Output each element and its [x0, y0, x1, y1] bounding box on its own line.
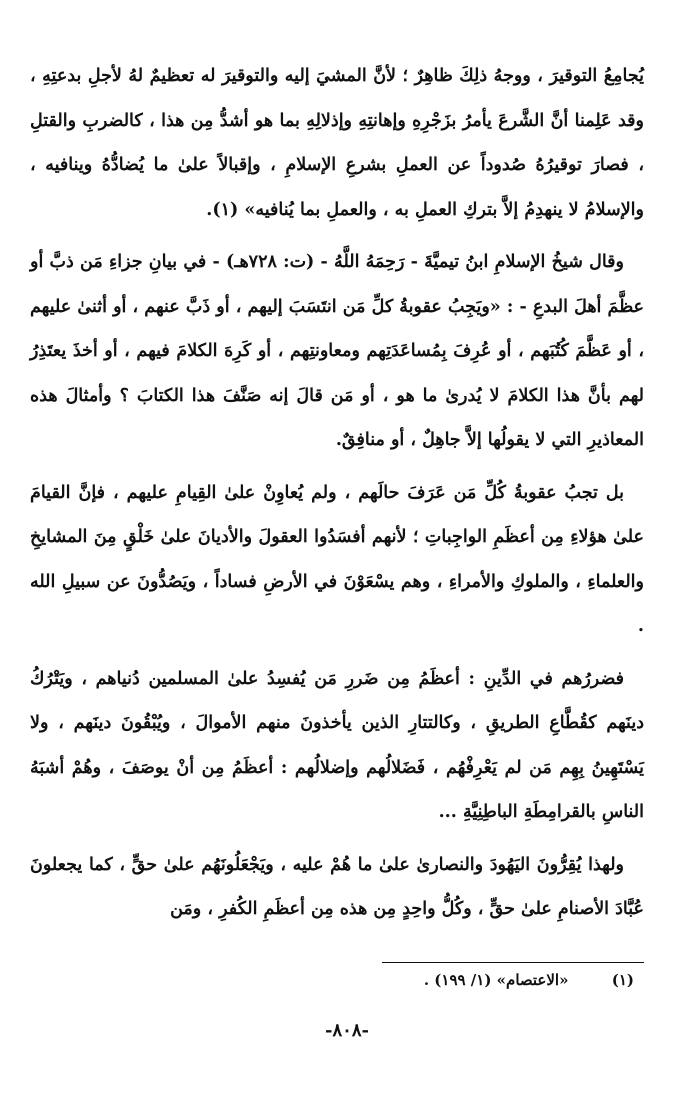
- paragraph: بل تجبُ عقوبةُ كُلِّ مَن عَرَفَ حالَهم ، ولم يُعاوِنْ علىٰ القِيامِ عليهم ، فإنَّ القيامَ علىٰ هؤلاءِ مِن أعظَمِ الواجِباتِ ؛ لأنهم أفسَدُوا العقولَ والأديانَ علىٰ خَلْقٍ مِنَ المشايخِ والعلماءِ ، والملوكِ والأمراءِ ، وهم يسْعَوْنَ في الأرضِ فساداً ، ويَصُدُّونَ عن سبيلِ الله .: [30, 482, 644, 636]
- page-number: -٨٠٨-: [325, 1020, 369, 1041]
- paragraph: فضررُهم في الدِّينِ : أعظَمُ مِن ضَررِ مَن يُفسِدُ علىٰ المسلمين دُنياهم ، ويَتْرُكُ دينَهم كقُطَّاعِ الطريقِ ، وكالتتارِ الذين يأخذونَ منهم الأموالَ ، ويُبْقُونَ دينَهم ، ولا يَسْتَهِينُ بِهِم مَن لم يَعْرِفْهُم ، فَضَلالُهم وإضلالُهم : أعظَمُ مِن أنْ يوصَفَ ، وهُمْ أشبَهُ الناسِ بالقرامِطَةِ الباطِنِيَّةِ ...: [30, 668, 644, 822]
- paragraph: ولهذا يُقِرُّونَ اليَهُودَ والنصارىٰ علىٰ ما هُمْ عليه ، ويَجْعَلُونَهُم علىٰ حقٍّ ، كما يجعلونَ عُبَّادَ الأصنامِ علىٰ حقٍّ ، وكُلُّ واحِدٍ مِن هذه مِن أعظَمِ الكُفرِ ، ومَن: [30, 854, 644, 919]
- footnote-number: (١): [611, 971, 634, 989]
- paragraph: وقال شيخُ الإسلامِ ابنُ تيميَّةَ - رَحِمَهُ اللَّهُ - (ت: ٧٢٨هـ) - في بيانِ جزاءِ مَن ذبَّ أو عظَّمَ أهلَ البدعِ - : «ويَجِبُ عقوبةُ كلِّ مَن انتَسَبَ إليهم ، أو ذَبَّ عنهم ، أو أثنىٰ عليهم ، أو عَظَّمَ كُتُبَهم ، أو عُرِفَ بِمُساعَدَتِهم ومعاونتِهم ، أو كَرِهَ الكلامَ فيهم ، أو أخذَ يعتَذِرُ لهم بأنَّ هذا الكلامَ لا يُدرىٰ ما هو ، أو مَن قالَ إنه صَنَّفَ هذا الكتابَ ؟ وأمثالَ هذه المعاذيرِ التي لا يقولُها إلاَّ جاهِلٌ ، أو منافِقٌ.: [30, 252, 644, 450]
- footnote: [300, 966, 634, 994]
- paragraph: يُجامِعُ التوقيرَ ، ووجهُ ذلِكَ ظاهِرٌ ؛ لأنَّ المشيَ إليه والتوقيرَ له تعظيمٌ لهُ لأجلِ بدعتِهِ ، وقد عَلِمنا أنَّ الشَّرعَ يأمرُ بزَجْرِهِ وإهانتِهِ وإذلالِهِ بما هو أشدُّ مِن هذا ، كالضربِ والقتلِ ، فصارَ توقيرُهُ صُدوداً عن العملِ بشرعِ الإسلامِ ، وإقبالاً علىٰ ما يُضادُّهُ وينافيه ، والإسلامُ لا ينهدِمُ إلاَّ بتركِ العملِ به ، والعملِ بما يُنافيه» (١).: [30, 66, 644, 220]
- body-text: [30, 54, 644, 940]
- footnote-text: «الاعتصام» (١/ ١٩٩) .: [423, 971, 569, 989]
- footnote-divider: [382, 962, 644, 963]
